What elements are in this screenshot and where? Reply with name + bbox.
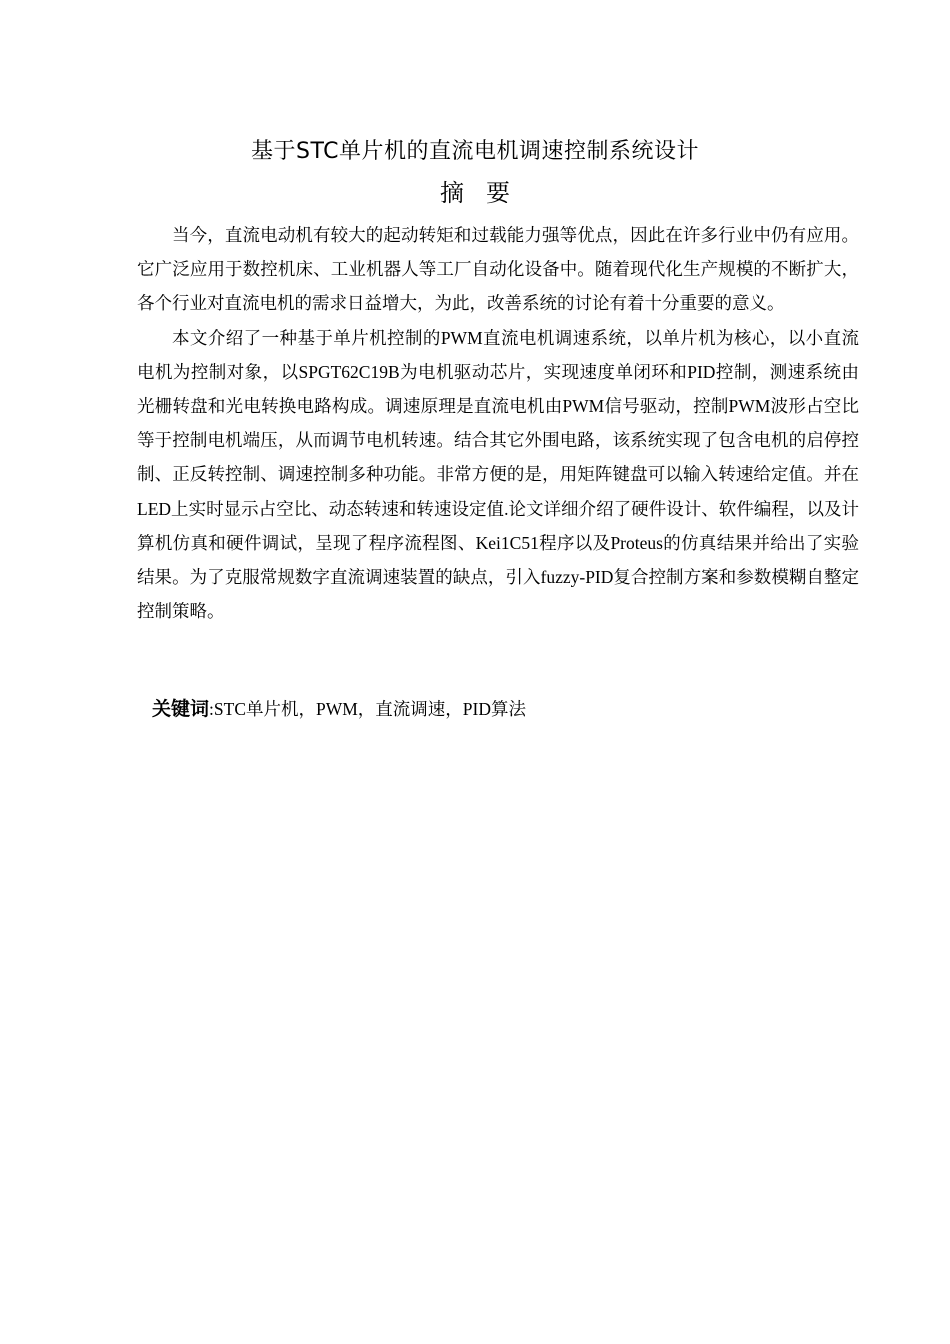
abstract-heading: 摘要 (440, 179, 532, 207)
abstract-paragraph-2: 本文介绍了一种基于单片机控制的PWM直流电机调速系统，以单片机为核心，以小直流电机为控制对象，以SPGT62C19B为电机驱动芯片，实现速度单闭环和PID控制，测速系统由光栅转盘和光电转换电路构成。调速原理是直流电机由PWM信号驱动，控制PWM波形占空比等于控制电机端压，从而调节电机转速。结合其它外围电路，该系统实现了包含电机的启停控制、正反转控制、调速控制多种功能。非常方便的是，用矩阵键盘可以输入转速给定值。并在LED上实时显示占空比、动态转速和转速设定值.论文详细介绍了硬件设计、软件编程，以及计算机仿真和硬件调试，呈现了程序流程图、Kei1C51程序以及Proteus的仿真结果并给出了实验结果。为了克服常规数字直流调速装置的缺点，引入fuzzy-PID复合控制方案和参数模糊自整定控制策略。 (137, 327, 859, 622)
abstract-paragraph-1: 当今，直流电动机有较大的起动转矩和过载能力强等优点，因此在许多行业中仍有应用。它广泛应用于数控机床、工业机器人等工厂自动化设备中。随着现代化生产规模的不断扩大，各个行业对直流电机的需求日益增大，为此，改善系统的讨论有着十分重要的意义。 (137, 225, 859, 314)
keywords-separator: : (209, 699, 214, 719)
keywords-text: STC单片机，PWM，直流调速，PID算法 (213, 699, 526, 719)
keywords-label: 关键词 (152, 698, 210, 720)
keywords-line (152, 693, 526, 725)
document-title: 基于STC单片机的直流电机调速控制系统设计 (251, 139, 699, 164)
abstract-body (137, 218, 859, 628)
